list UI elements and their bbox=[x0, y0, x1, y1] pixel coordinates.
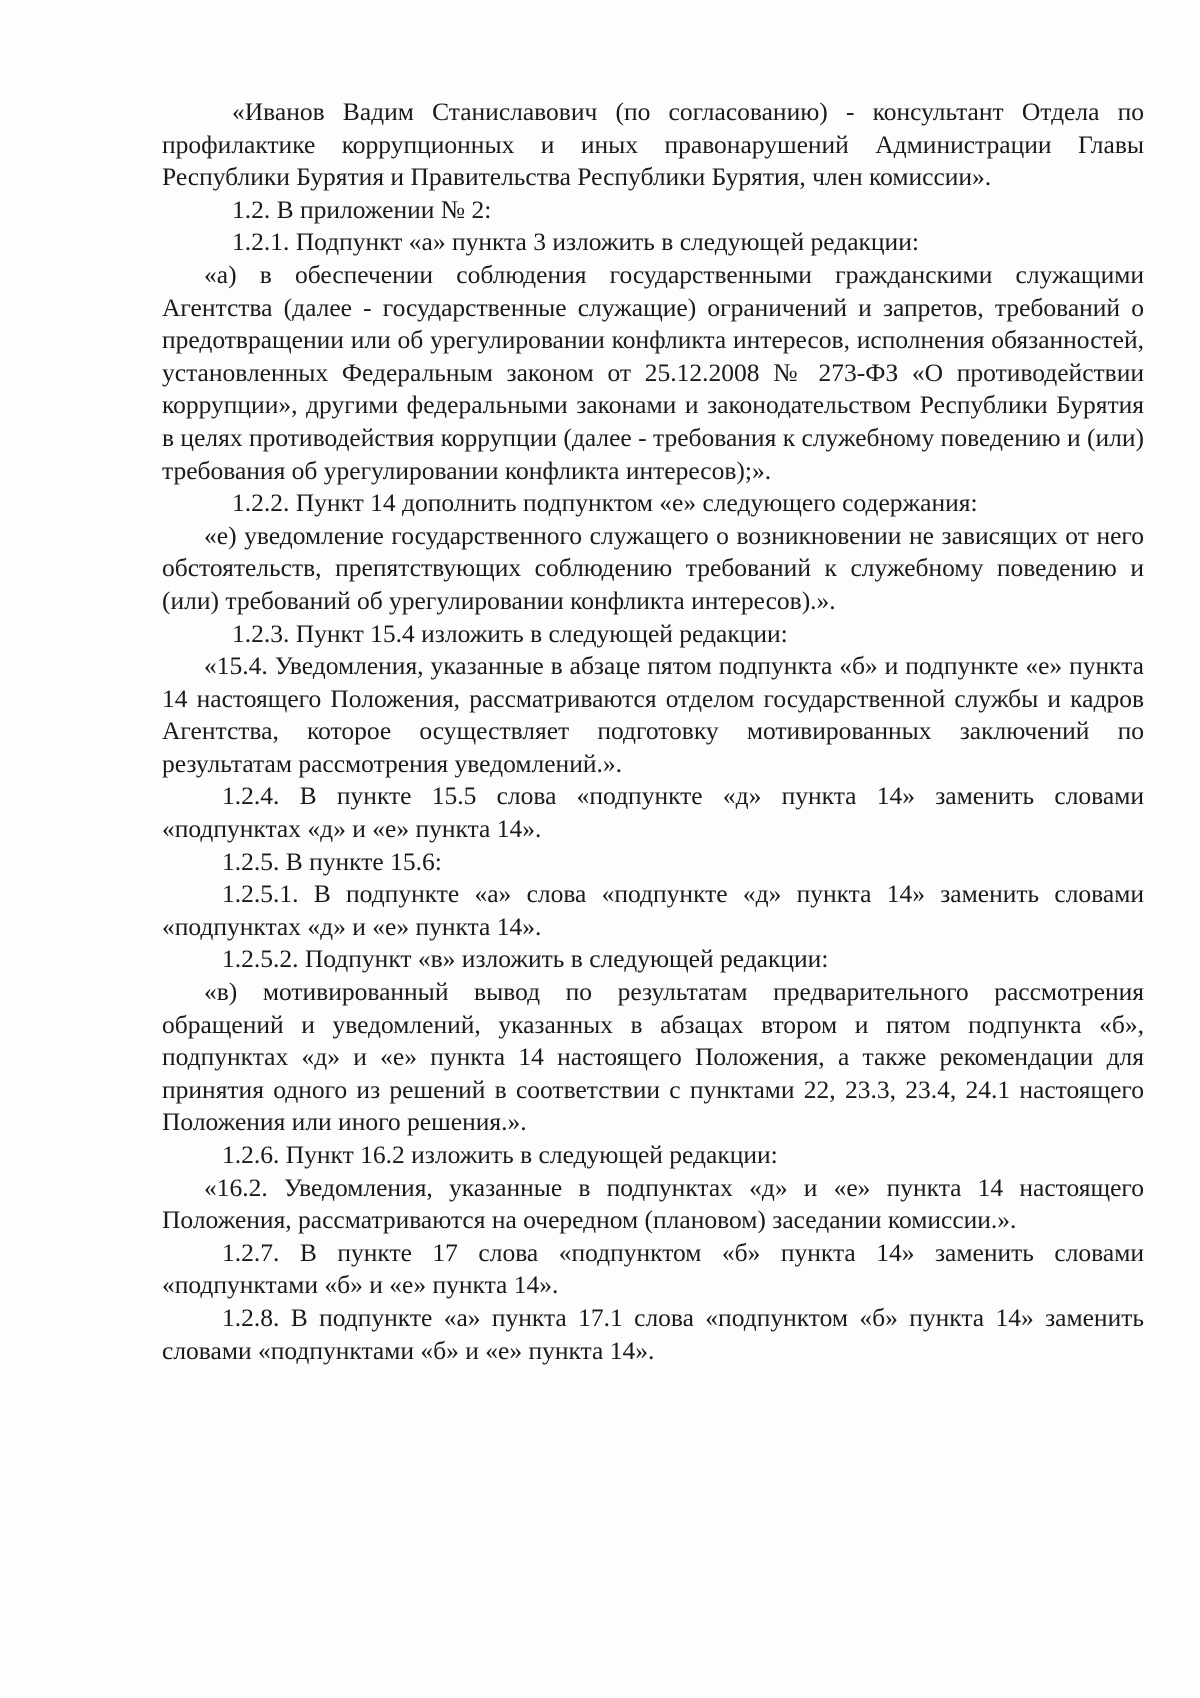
paragraph-1-2: 1.2. В приложении № 2: bbox=[232, 194, 492, 224]
paragraph-1-2-8: 1.2.8. В подпункте «а» пункта 17.1 слова «подпунктом «б» пункта 14» заменить словами «подпунктами «б» и «е» пункта 14». bbox=[162, 1302, 1144, 1365]
paragraph-1-2-5-1: 1.2.5.1. В подпункте «а» слова «подпункте «д» пункта 14» заменить словами «подпунктах «д» и «е» пункта 14». bbox=[162, 879, 1144, 941]
paragraph-quote-v: «в) мотивированный вывод по результатам предварительного рассмотрения обращений и уведомлений, указанных в абзацах втором и пятом подпункта «б», подпунктах «д» и «е» пункта 14 настоящего Положения, а также рекомендации для принятия одного из решений в соответствии с пунктами 22, 23.3, 23.4, 24.1 настоящего Положения или иного решения.». bbox=[162, 977, 1144, 1137]
paragraph-1-2-4: 1.2.4. В пункте 15.5 слова «подпункте «д» пункта 14» заменить словами «подпунктах «д» и «е» пункта 14». bbox=[162, 781, 1144, 844]
paragraph-commission-member: «Иванов Вадим Станиславович (по согласованию) - консультант Отдела по профилактике коррупционных и иных правонарушений Администрации Главы Республики Бурятия и Правительства Республики Бурятия, член комиссии». bbox=[162, 97, 1144, 192]
paragraph-1-2-3: 1.2.3. Пункт 15.4 изложить в следующей редакции: bbox=[232, 618, 788, 648]
paragraph-quote-16-2: «16.2. Уведомления, указанные в подпунктах «д» и «е» пункта 14 настоящего Положения, рассматриваются на очередном (плановом) заседании комиссии.». bbox=[162, 1172, 1144, 1235]
paragraph-1-2-5: 1.2.5. В пункте 15.6: bbox=[222, 846, 442, 876]
paragraph-1-2-2: 1.2.2. Пункт 14 дополнить подпунктом «е» следующего содержания: bbox=[232, 488, 978, 518]
paragraph-1-2-5-2: 1.2.5.2. Подпункт «в» изложить в следующей редакции: bbox=[222, 944, 829, 974]
paragraph-1-2-1: 1.2.1. Подпункт «а» пункта 3 изложить в следующей редакции: bbox=[232, 227, 919, 257]
paragraph-quote-a: «а) в обеспечении соблюдения государственными гражданскими служащими Агентства (далее - государственные служащие) ограничений и запретов, требований о предотвращении или об урегулировании конфликта интересов, исполнения обязанностей, установленных Федеральным законом от 25.12.2008 № 273-ФЗ «О противодействии коррупции», другими федеральными законами и законодательством Республики Бурятия в целях противодействия коррупции (далее - требования к служебному поведению и (или) требования об урегулировании конфликта интересов);». bbox=[162, 259, 1144, 485]
document-body bbox=[162, 96, 1144, 1367]
paragraph-quote-15-4: «15.4. Уведомления, указанные в абзаце пятом подпункта «б» и подпункте «е» пункта 14 настоящего Положения, рассматриваются отделом государственной службы и кадров Агентства, которое осуществляет подготовку мотивированных заключений по результатам рассмотрения уведомлений.». bbox=[162, 651, 1144, 778]
paragraph-1-2-6: 1.2.6. Пункт 16.2 изложить в следующей редакции: bbox=[222, 1140, 778, 1169]
paragraph-quote-e: «е) уведомление государственного служащего о возникновении не зависящих от него обстоятельств, препятствующих соблюдению требований к служебному поведению и (или) требований об урегулировании конфликта интересов).». bbox=[162, 520, 1144, 615]
paragraph-1-2-7: 1.2.7. В пункте 17 слова «подпунктом «б» пункта 14» заменить словами «подпунктами «б» и «е» пункта 14». bbox=[162, 1237, 1144, 1300]
